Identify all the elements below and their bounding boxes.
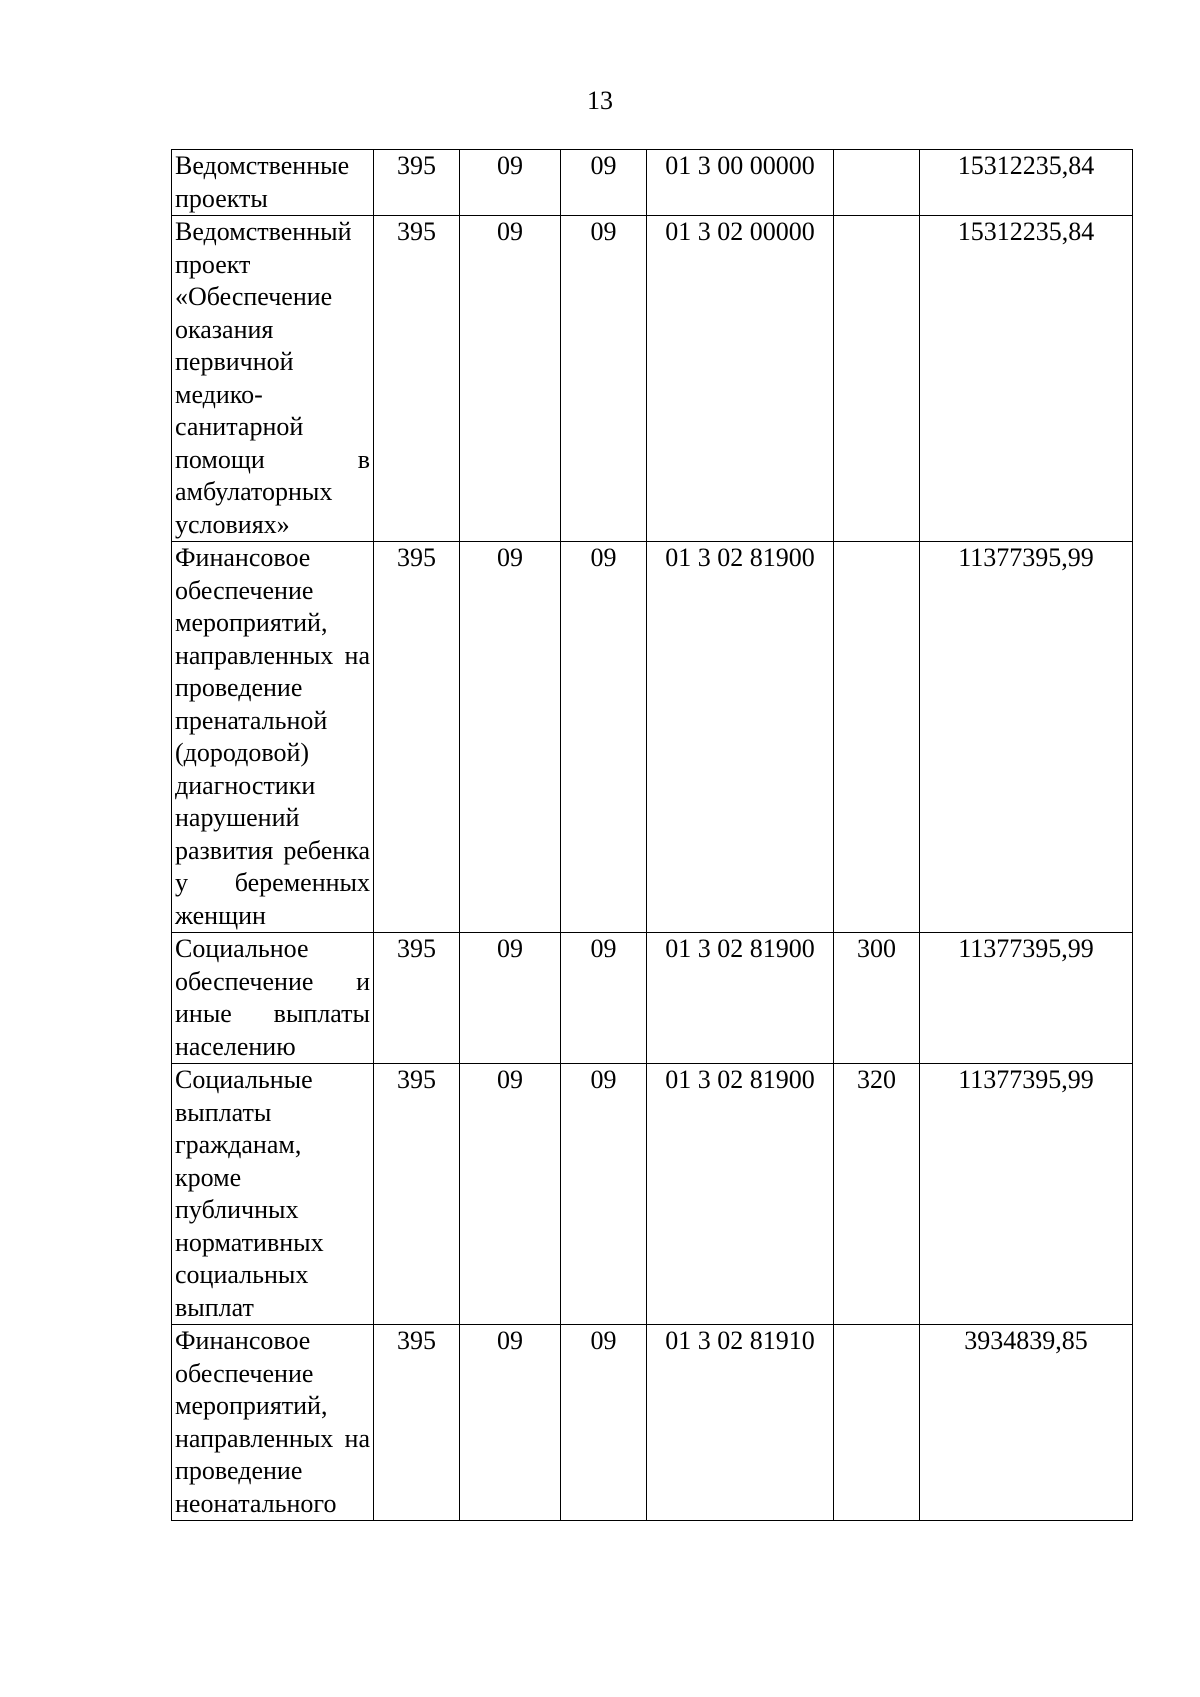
gr-code-cell: 395 [374, 542, 460, 933]
pr-code-cell: 09 [561, 1064, 647, 1325]
csr-code-cell: 01 3 02 81900 [647, 542, 834, 933]
gr-code-cell: 395 [374, 1325, 460, 1521]
csr-code-cell: 01 3 00 00000 [647, 150, 834, 216]
row-name-cell: Финансовое обеспечение мероприятий, направленных на проведение пренатальной (дородовой) диагностики нарушений развития ребенка у беременных женщин [172, 542, 374, 933]
gr-code-cell: 395 [374, 150, 460, 216]
table-row [172, 150, 1133, 216]
table-row [172, 933, 1133, 1064]
gr-code-cell: 395 [374, 216, 460, 542]
csr-code-cell: 01 3 02 81910 [647, 1325, 834, 1521]
row-name-cell: Социальные выплаты гражданам, кроме публичных нормативных социальных выплат [172, 1064, 374, 1325]
pr-code-cell: 09 [561, 933, 647, 1064]
vr-code-cell [834, 216, 920, 542]
rz-code-cell: 09 [460, 1064, 561, 1325]
rz-code-cell: 09 [460, 933, 561, 1064]
pr-code-cell: 09 [561, 542, 647, 933]
pr-code-cell: 09 [561, 1325, 647, 1521]
amount-cell: 11377395,99 [920, 1064, 1133, 1325]
csr-code-cell: 01 3 02 81900 [647, 933, 834, 1064]
rz-code-cell: 09 [460, 216, 561, 542]
vr-code-cell [834, 150, 920, 216]
vr-code-cell [834, 542, 920, 933]
csr-code-cell: 01 3 02 00000 [647, 216, 834, 542]
vr-code-cell [834, 1325, 920, 1521]
table-row [172, 216, 1133, 542]
rz-code-cell: 09 [460, 542, 561, 933]
row-name-cell: Ведомственный проект «Обеспечение оказания первичной медико-санитарной помощи в амбулаторных условиях» [172, 216, 374, 542]
gr-code-cell: 395 [374, 933, 460, 1064]
pr-code-cell: 09 [561, 150, 647, 216]
table-row [172, 1064, 1133, 1325]
amount-cell: 11377395,99 [920, 542, 1133, 933]
vr-code-cell: 300 [834, 933, 920, 1064]
pr-code-cell: 09 [561, 216, 647, 542]
row-name-cell: Социальное обеспечение и иные выплаты населению [172, 933, 374, 1064]
table-row [172, 542, 1133, 933]
gr-code-cell: 395 [374, 1064, 460, 1325]
amount-cell: 15312235,84 [920, 150, 1133, 216]
amount-cell: 3934839,85 [920, 1325, 1133, 1521]
amount-cell: 15312235,84 [920, 216, 1133, 542]
budget-table [171, 149, 1133, 1521]
amount-cell: 11377395,99 [920, 933, 1133, 1064]
rz-code-cell: 09 [460, 150, 561, 216]
table-row [172, 1325, 1133, 1521]
csr-code-cell: 01 3 02 81900 [647, 1064, 834, 1325]
rz-code-cell: 09 [460, 1325, 561, 1521]
row-name-cell: Финансовое обеспечение мероприятий, направленных на проведение неонатального [172, 1325, 374, 1521]
vr-code-cell: 320 [834, 1064, 920, 1325]
row-name-cell: Ведомственные проекты [172, 150, 374, 216]
page-number: 13 [587, 86, 613, 115]
